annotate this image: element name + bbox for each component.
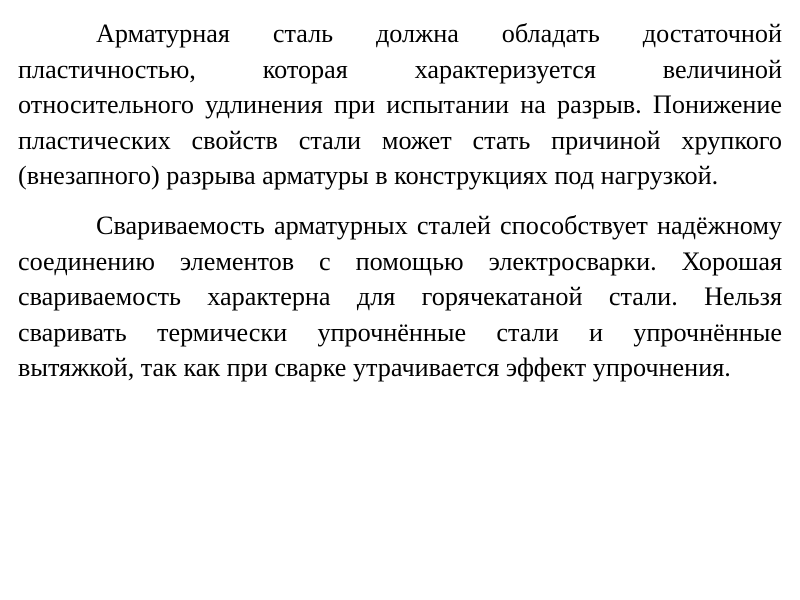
document-page — [18, 16, 782, 386]
paragraph-weldability: Свариваемость арматурных сталей способствует надёжному соединению элементов с помощью электросварки. Хорошая свариваемость характерна для горячекатаной стали. Нельзя сваривать термически упрочнённые стали и упрочнённые вытяжкой, так как при сварке утрачивается эффект упрочнения. — [18, 210, 782, 383]
paragraph-ductility: Арматурная сталь должна обладать достаточной пластичностью, которая характеризуется величиной относительного удлинения при испытании на разрыв. Понижение пластических свойств стали может стать причиной хрупкого (внезапного) разрыва арматуры в конструкциях под нагрузкой. — [18, 19, 782, 191]
